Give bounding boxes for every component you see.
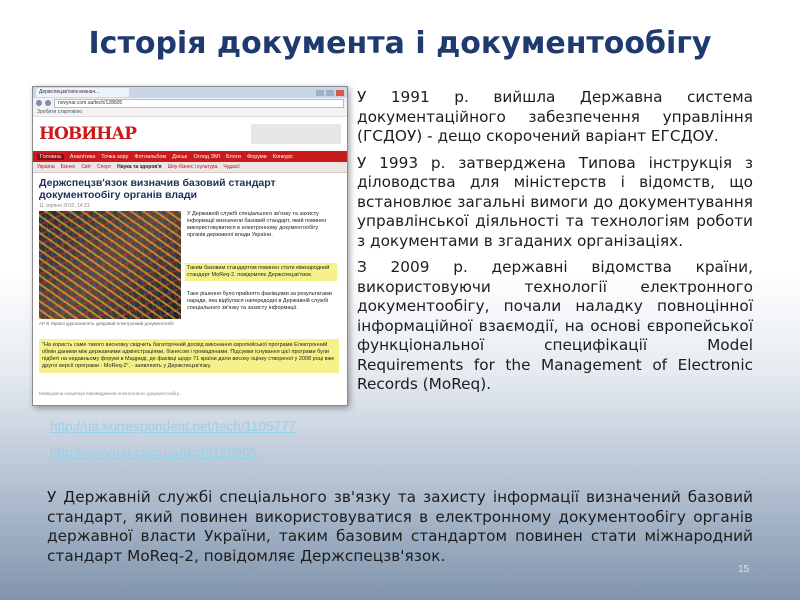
source-link-novynar[interactable]: http://novynar.com.ua/tech/128605 <box>50 445 258 460</box>
article-lead: У Державній службі спеціального зв'язку та захисту інформації визначили базовий стандарт, який повинен використовуватися в електронному документообігу органів державної влади України. <box>187 211 327 238</box>
back-icon <box>36 100 42 106</box>
window-controls <box>316 90 344 96</box>
paragraph-1993: У 1993 р. затверджена Типова інструкція з діловодства для міністерств і відомств, що встановлює загальні вимоги до документування управлінської діяльності та технологіям роботи з документами в згаданих організаціях. <box>357 153 753 250</box>
site-subnav-item: Наука та здоров'я <box>117 164 162 170</box>
slide-title: Історія документа і документообігу <box>88 26 712 61</box>
page-number: 15 <box>738 564 750 575</box>
site-nav-item: Аналітика <box>69 153 96 160</box>
site-nav-item: Фотоальбом <box>134 153 167 160</box>
article-highlight: Таким базовим стандартом повинен стати міжнародний стандарт MoReq-2, повідомляє Держспецзв'язок. <box>185 263 337 281</box>
maximize-icon <box>326 90 334 96</box>
article-footer: Міжвідомча концепція впровадження електронного документообігу... <box>39 391 183 396</box>
site-header <box>33 117 347 151</box>
article-title: Держспецзв'язок визначив базовий стандарт документообігу органів влади <box>39 177 276 201</box>
site-nav-item: Конкурс <box>272 153 293 160</box>
article-paragraph: Таке рішення було прийнято фахівцями за результатами наради, яка відбулася напередодні в Державній службі спеціального зв'язку та захисту інформації. <box>187 291 332 311</box>
site-nav-item: Досьє <box>172 153 188 160</box>
browser-url: novynar.com.ua/tech/128605 <box>54 99 344 108</box>
photo-caption: AP В Україні удосконалять урядовий електронний документообіг <box>39 321 175 326</box>
source-links <box>50 418 296 470</box>
article-quote-highlight: "На користь саме такого висновку свідчить багаторічний досвід виконання європейської програми Електронний обмін даними між державними адміністраціями, бізнесом і громадянами. Підсумки існування цієї програми були підбиті на недавньому форумі в Мадриді, де фахівці щодо 71 країни дали високу оцінку створеної у 2008 році вже другої версії програми - MoReq-2", - заявляють у Держспецзв'язку. <box>39 339 339 373</box>
bottom-paragraph: У Державній службі спеціального зв'язку та захисту інформації визначений базовий стандарт, який повинен використовуватися в електронному документообігу органів державної власти України, таким базовим стандартом повинен стати міжнародний стандарт MoReq-2, повідомляє Держспецзв'язок. <box>47 488 753 565</box>
site-nav-item: Блоги <box>225 153 241 160</box>
article-photo <box>39 211 181 319</box>
source-link-korrespondent[interactable]: http://ua.korrespondent.net/tech/1105777 <box>50 419 296 434</box>
site-subnav-item: Чудасії <box>223 164 240 170</box>
browser-tab: Держспецзв'язок визнач... <box>36 88 129 97</box>
site-subnav-item: Шоу-бізнес і культура <box>167 164 218 170</box>
site-subnav-item: Бізнес <box>60 164 76 170</box>
forward-icon <box>45 100 51 106</box>
history-text <box>357 88 753 402</box>
paragraph-2009: З 2009 р. державні відомства країни, використовуючи технології електронного документообігу, почали наладку повноцінної інформаційної взаємодії, на основі європейської функціональної специфікації Model Requirements for the Management of Electronic Records (MoReq). <box>357 258 753 393</box>
browser-address-row <box>33 98 347 108</box>
site-nav-item: Головна <box>37 154 64 160</box>
close-icon <box>336 90 344 96</box>
site-subnav-item: Україна <box>37 164 55 170</box>
site-nav-item: Форуми <box>246 153 267 160</box>
article-screenshot <box>32 86 348 406</box>
browser-tab-bar <box>33 87 347 98</box>
site-subnav-item: Світ <box>81 164 92 170</box>
site-sub-nav <box>33 162 347 173</box>
site-nav-item: Огляд ЗМІ <box>193 153 220 160</box>
site-main-nav <box>33 151 347 162</box>
minimize-icon <box>316 90 324 96</box>
paragraph-1991: У 1991 р. вийшла Державна система документаційного забезпечення управління (ГСДОУ) - дещо скорочений варіант ЕГСДОУ. <box>357 88 753 145</box>
article-body <box>33 211 347 329</box>
site-subnav-item: Спорт <box>97 164 112 170</box>
header-banner <box>251 124 341 144</box>
article-date: 11 серпня 2010, 14:21 <box>39 203 90 209</box>
site-logo: НОВИНАР <box>39 124 136 144</box>
site-nav-item: Точка зору <box>101 153 129 160</box>
bookmark-bar: Зробити стартовою <box>33 108 347 117</box>
